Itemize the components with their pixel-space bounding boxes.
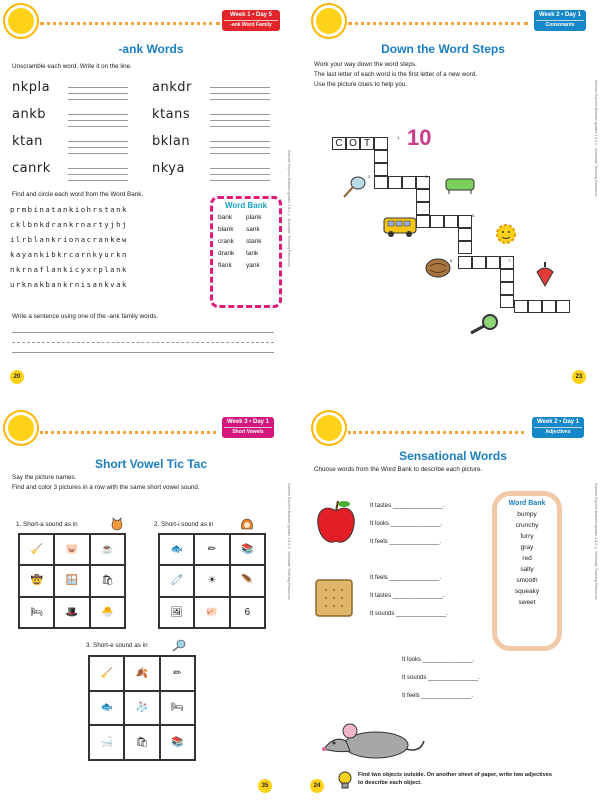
scrambled-word: bklan [152,134,191,149]
bus-icon [382,215,418,239]
picture-cell[interactable]: 🖼 [159,597,194,628]
crossword-cell[interactable] [542,300,556,313]
picture-cell[interactable]: 🪟 [54,565,89,596]
instructions [12,473,200,493]
word-bank [492,491,562,651]
scrambled-word: nkpla [12,80,51,95]
crossword-cell[interactable] [458,228,472,241]
scrambled-word: canrk [12,161,51,176]
writing-line [210,82,270,104]
picture-cell[interactable]: 🧦 [124,691,159,726]
crossword-cell[interactable] [556,300,570,313]
badge-bottom: -ank Word Family [224,20,278,30]
wig-icon [240,518,254,530]
word-bank-word: sank [246,226,260,233]
sun-icon [8,415,34,441]
picture-cell[interactable]: 🛁 [89,725,124,760]
writing-line [68,109,128,131]
grid-label: 2. Short-i sound as in [154,521,214,528]
cat-icon [110,518,124,530]
grid-label: 1. Short-a sound as in [16,521,78,528]
instruction-line: Work your way down the word steps. [314,61,417,68]
word-bank-title: Word Bank [224,201,268,210]
page-title: Sensational Words [399,449,507,463]
word-bank-word: stank [246,238,262,245]
badge-top: Week 3 • Day 1 [226,419,269,425]
dotted-divider [40,22,220,25]
dotted-divider [40,431,216,434]
instruction-line: Say the picture names. [12,474,77,481]
picture-cell[interactable]: 🛍 [124,725,159,760]
badge-bottom: Adjectives [534,427,582,437]
clue-number: 3. [425,174,429,179]
picture-cell[interactable]: 🐖 [194,597,229,628]
sentence-line [12,342,274,343]
picture-cell[interactable]: 📚 [160,725,195,760]
tic-tac-grid [18,533,126,629]
clue-number: 5. [472,213,476,218]
sentence-line [12,352,274,353]
tip-line: to describe each object. [358,780,422,786]
page-number: 20 [10,370,24,384]
picture-cell[interactable]: 🐟 [89,691,124,726]
clue-number: 2. [368,174,372,179]
cracker-icon [314,578,354,618]
picture-cell[interactable]: 🐟 [159,534,194,565]
word-bank-word: yank [246,262,260,269]
crossword-cell[interactable] [486,256,500,269]
crossword-cell[interactable] [458,241,472,254]
copyright-side: Summer Express Between grades 1 & 2 © Scholastic Teaching Resources [287,483,291,600]
badge-bottom: Short Vowels [224,427,272,437]
page-word-steps [302,0,604,402]
dotted-divider [348,431,524,434]
crossword-cell[interactable] [472,256,486,269]
crossword-cell[interactable] [444,215,458,228]
apple-line: It tastes _______________. [370,503,445,509]
word-bank-title: Word Bank [508,500,546,507]
copyright-side: Summer Express Between grades 1 & 2 © Scholastic Teaching Resources [287,150,291,267]
word-search-row: kayankibkrcarnkyurkn [10,250,128,259]
badge-top: Week 2 • Day 1 [536,419,579,425]
copyright-side: Summer Express Between grades 1 & 2 © Scholastic Teaching Resources [594,80,598,197]
mouse-line: It looks _______________. [402,657,475,663]
lightbulb-icon [338,771,352,789]
apple-icon [314,499,358,545]
page-number: 23 [572,370,586,384]
picture-cell[interactable]: 🧹 [89,656,124,691]
word-bank-word: gray [520,544,534,551]
crossword-cell[interactable] [416,215,430,228]
word-bank-word: flank [218,262,232,269]
word-bank-word: tank [246,250,259,257]
instructions [314,60,477,90]
writing-line [210,163,270,185]
crossword-cell[interactable] [388,176,402,189]
net-icon [342,175,366,199]
word-bank-word: sweet [518,599,536,606]
picture-cell[interactable]: 🛍 [90,565,125,596]
tic-tac-grid [88,655,196,761]
clue-number: 6. [450,258,454,263]
crossword-cell[interactable] [374,150,388,163]
picture-cell[interactable]: 🍂 [124,656,159,691]
picture-cell[interactable]: ✏ [194,534,229,565]
writing-line [210,136,270,158]
cracker-line: It feels _______________. [370,575,442,581]
word-bank-word: squeaky [514,588,540,595]
sentence-instruction: Write a sentence using one of the -ank family words. [12,313,159,320]
mouse-line: It sounds _______________. [402,675,480,681]
cracker-line: It tastes _______________. [370,593,445,599]
crossword-cell[interactable] [402,176,416,189]
sentence-line [12,332,274,333]
writing-line [68,82,128,104]
picture-cell[interactable]: ✏ [160,656,195,691]
crossword-cell[interactable] [374,176,388,189]
tip-text [358,771,552,787]
word-search-row: nkrnaflankicyxrplank [10,265,128,274]
word-search-row: cklbnkdrankrnartyjhj [10,220,128,229]
picture-cell[interactable]: 🪶 [230,565,265,596]
page-number: 24 [310,779,324,793]
crossword-cell[interactable] [500,282,514,295]
top-toy-icon [535,262,555,288]
page-title: Down the Word Steps [381,42,505,56]
picture-cell[interactable]: 🎩 [54,597,89,628]
picture-cell[interactable]: 🐣 [90,597,125,628]
crossword-cell[interactable] [374,137,388,150]
crossword-cell[interactable] [528,300,542,313]
week-badge [222,417,274,438]
week-badge [222,10,280,31]
page-sensational-words [302,403,604,805]
sun-icon [316,415,342,441]
instruction-line: Use the picture clues to help you. [314,81,408,88]
scrambled-word: nkya [152,161,185,176]
writing-line [210,109,270,131]
word-bank-word: furry [520,533,534,540]
net-icon [172,639,186,651]
walnut-icon [424,257,452,279]
word-bank-word: blank [218,226,234,233]
tic-tac-grid [158,533,266,629]
crossword-cell[interactable] [458,256,472,269]
picture-cell[interactable]: 🧹 [19,534,54,565]
word-search-row: ilrblankrionacrankew [10,235,128,244]
word-search-grid [10,202,128,292]
page-short-vowel [0,403,302,805]
word-bank-word: salty [520,566,534,573]
crossword-cell[interactable] [374,163,388,176]
clue-number: 7. [508,258,512,263]
crossword-cell[interactable]: T [360,137,374,150]
tip-line: Find two objects outside. On another sheet of paper, write two adjectives [358,772,552,778]
week-badge [534,10,586,31]
picture-cell[interactable]: ☕ [90,534,125,565]
word-bank-word: smooth [516,577,538,584]
mouse-icon [316,721,426,761]
apple-line: It looks _______________. [370,521,443,527]
clue-number: 1. [397,135,401,140]
crossword-cell[interactable]: C [332,137,346,150]
scrambled-word: ankdr [152,80,192,95]
sun-face-icon [492,220,520,248]
sun-icon [8,8,34,34]
word-bank-word: red [522,555,532,562]
word-bank-word: plank [246,214,262,221]
ten-number: 10 [407,125,432,150]
word-bank [210,196,282,308]
word-search-row: prmbinatankiohrstank [10,205,128,214]
picture-cell[interactable]: ☀ [194,565,229,596]
page-ank-words [0,0,302,402]
picture-cell[interactable]: 🤠 [19,565,54,596]
badge-top: Week 2 • Day 1 [538,12,581,18]
writing-line [68,163,128,185]
picture-cell[interactable]: 📚 [230,534,265,565]
tub-icon [444,176,476,194]
word-bank-word: drank [218,250,235,257]
badge-bottom: Consonants [536,20,584,30]
crossword-cell[interactable] [458,215,472,228]
picture-cell[interactable]: 🧷 [159,565,194,596]
find-instruction: Find and circle each word from the Word Bank. [12,191,144,198]
crossword-cell[interactable] [500,295,514,308]
word-search-row: urknakbankrnisankvak [10,280,128,289]
writing-line [68,136,128,158]
copyright-side: Summer Express Between grades 1 & 2 © Scholastic Teaching Resources [594,483,598,600]
instruction: Choose words from the Word Bank to describe each picture. [314,466,483,473]
crossword-cell[interactable] [430,215,444,228]
picture-cell[interactable]: 🛏 [160,691,195,726]
word-bank-word: crank [218,238,234,245]
crossword-cell[interactable]: O [346,137,360,150]
page-title: -ank Words [118,42,184,56]
crossword-cell[interactable] [500,269,514,282]
page-title: Short Vowel Tic Tac [94,457,208,471]
week-badge [532,417,584,438]
badge-top: Week 1 • Day 5 [229,12,272,18]
picture-cell[interactable]: 🛏 [19,597,54,628]
sun-icon [316,8,342,34]
cracker-line: It sounds _______________. [370,611,448,617]
crossword-cell[interactable] [416,189,430,202]
grid-label: 3. Short-e sound as in [86,642,148,649]
instruction-line: The last letter of each word is the first letter of a new word. [314,71,478,78]
magnifier-icon [468,313,500,335]
scrambled-word: ktan [12,134,43,149]
crossword-cell[interactable] [514,300,528,313]
crossword-cell[interactable] [416,202,430,215]
page-number: 35 [258,779,272,793]
word-bank-word: bank [218,214,233,221]
picture-cell[interactable]: 6 [230,597,265,628]
crossword-cell[interactable] [500,256,514,269]
apple-line: It feels _______________. [370,539,442,545]
scrambled-word: ktans [152,107,191,122]
picture-cell[interactable]: 🐷 [54,534,89,565]
mouse-line: It feels _______________. [402,693,474,699]
dotted-divider [348,22,528,25]
word-bank-word: crunchy [515,522,539,529]
instruction-line: Find and color 3 pictures in a row with the same short vowel sound. [12,484,200,491]
word-bank-word: bumpy [517,511,537,518]
scrambled-word: ankb [12,107,46,122]
unscramble-instruction: Unscramble each word. Write it on the line. [12,63,132,70]
